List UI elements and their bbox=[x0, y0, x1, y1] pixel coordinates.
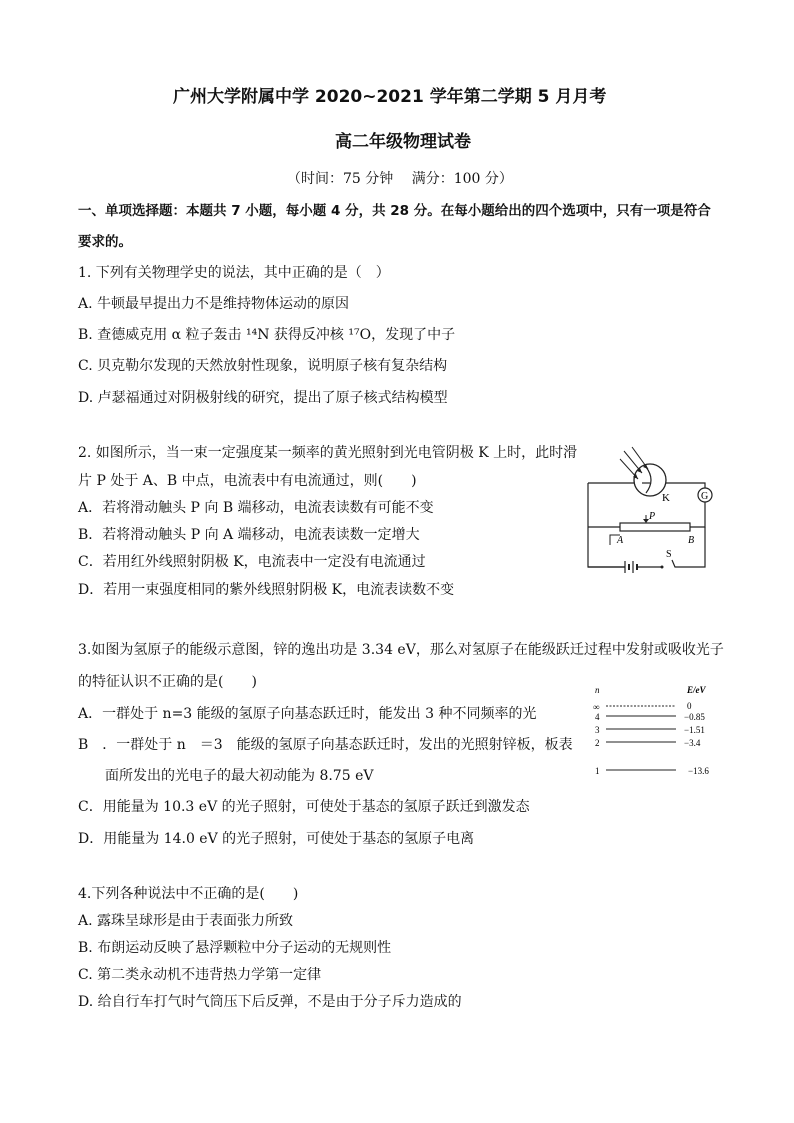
exam-subtitle: 高二年级物理试卷 bbox=[335, 132, 471, 152]
q2-option-d: D．若用一束强度相同的紫外线照射阴极 K，电流表读数不变 bbox=[78, 582, 455, 598]
label-s: S bbox=[666, 549, 672, 560]
q2-stem-line2: 片 P 处于 A、B 中点，电流表中有电流通过，则( ) bbox=[78, 473, 417, 489]
photoelectric-circuit-figure bbox=[580, 445, 720, 575]
exam-title: 广州大学附属中学 2020~2021 学年第二学期 5 月月考 bbox=[173, 87, 607, 107]
q3-option-d: D．用能量为 14.0 eV 的光子照射，可使处于基态的氢原子电离 bbox=[78, 831, 475, 847]
q2-option-c: C．若用红外线照射阴极 K，电流表中一定没有电流通过 bbox=[78, 554, 426, 570]
q2-stem-line1: 2. 如图所示，当一束一定强度某一频率的黄光照射到光电管阴极 K 上时，此时滑 bbox=[78, 445, 578, 461]
q3-option-b-line1: B ．一群处于 n ＝3 能级的氢原子向基态跃迁时，发出的光照射锌板，板表 bbox=[78, 737, 573, 753]
label-k: K bbox=[662, 492, 670, 504]
level-n-inf: ∞ bbox=[593, 702, 600, 712]
label-p: P bbox=[649, 511, 656, 522]
exam-meta: （时间：75 分钟 满分：100 分） bbox=[287, 171, 513, 187]
section-heading-line1: 一、单项选择题：本题共 7 小题，每小题 4 分，共 28 分。在每小题给出的四个选项中，只有一项是符合 bbox=[78, 203, 711, 219]
label-g: G bbox=[701, 491, 709, 502]
q1-stem: 1. 下列有关物理学史的说法，其中正确的是（ ） bbox=[78, 265, 390, 281]
level-e-2: −3.4 bbox=[684, 738, 701, 748]
q3-option-b-line2: 面所发出的光电子的最大初动能为 8.75 eV bbox=[105, 768, 374, 784]
q2-option-b: B．若将滑动触头 P 向 A 端移动，电流表读数一定增大 bbox=[78, 527, 420, 543]
q1-option-c: C. 贝克勒尔发现的天然放射性现象，说明原子核有复杂结构 bbox=[78, 358, 448, 374]
label-b: B bbox=[688, 535, 695, 546]
q1-option-d: D. 卢瑟福通过对阴极射线的研究，提出了原子核式结构模型 bbox=[78, 390, 448, 406]
label-a: A bbox=[617, 535, 624, 546]
q4-option-c: C. 第二类永动机不违背热力学第一定律 bbox=[78, 967, 322, 983]
level-e-1: −13.6 bbox=[688, 766, 709, 776]
q4-stem: 4.下列各种说法中不正确的是( ) bbox=[78, 886, 299, 902]
q3-option-c: C．用能量为 10.3 eV 的光子照射，可使处于基态的氢原子跃迁到激发态 bbox=[78, 799, 530, 815]
axis-n-label: n bbox=[595, 685, 600, 695]
energy-level-diagram bbox=[590, 682, 730, 782]
level-n-3: 3 bbox=[595, 725, 600, 735]
q1-option-a: A. 牛顿最早提出力不是维持物体运动的原因 bbox=[78, 296, 350, 312]
level-n-4: 4 bbox=[595, 712, 600, 722]
q4-option-a: A. 露珠呈球形是由于表面张力所致 bbox=[78, 913, 294, 929]
q2-option-a: A．若将滑动触头 P 向 B 端移动，电流表读数有可能不变 bbox=[78, 500, 434, 516]
rheostat bbox=[620, 523, 690, 531]
q3-stem-line1: 3.如图为氢原子的能级示意图，锌的逸出功是 3.34 eV，那么对氢原子在能级跃迁过程中发射或吸收光子 bbox=[78, 642, 724, 658]
section-heading-line2: 要求的。 bbox=[78, 234, 132, 250]
level-e-inf: 0 bbox=[687, 701, 692, 711]
q3-option-a: A．一群处于 n=3 能级的氢原子向基态跃迁时，能发出 3 种不同频率的光 bbox=[78, 706, 537, 722]
q3-stem-line2: 的特征认识不正确的是( ) bbox=[78, 674, 257, 690]
level-e-4: −0.85 bbox=[684, 712, 705, 722]
level-n-2: 2 bbox=[595, 738, 600, 748]
level-e-3: −1.51 bbox=[684, 725, 705, 735]
axis-e-label: E/eV bbox=[687, 685, 706, 695]
level-n-1: 1 bbox=[595, 766, 600, 776]
q4-option-d: D. 给自行车打气时气筒压下后反弹，不是由于分子斥力造成的 bbox=[78, 994, 462, 1010]
q1-option-b: B. 查德威克用 α 粒子轰击 ¹⁴N 获得反冲核 ¹⁷O，发现了中子 bbox=[78, 327, 456, 343]
q4-option-b: B. 布朗运动反映了悬浮颗粒中分子运动的无规则性 bbox=[78, 940, 392, 956]
